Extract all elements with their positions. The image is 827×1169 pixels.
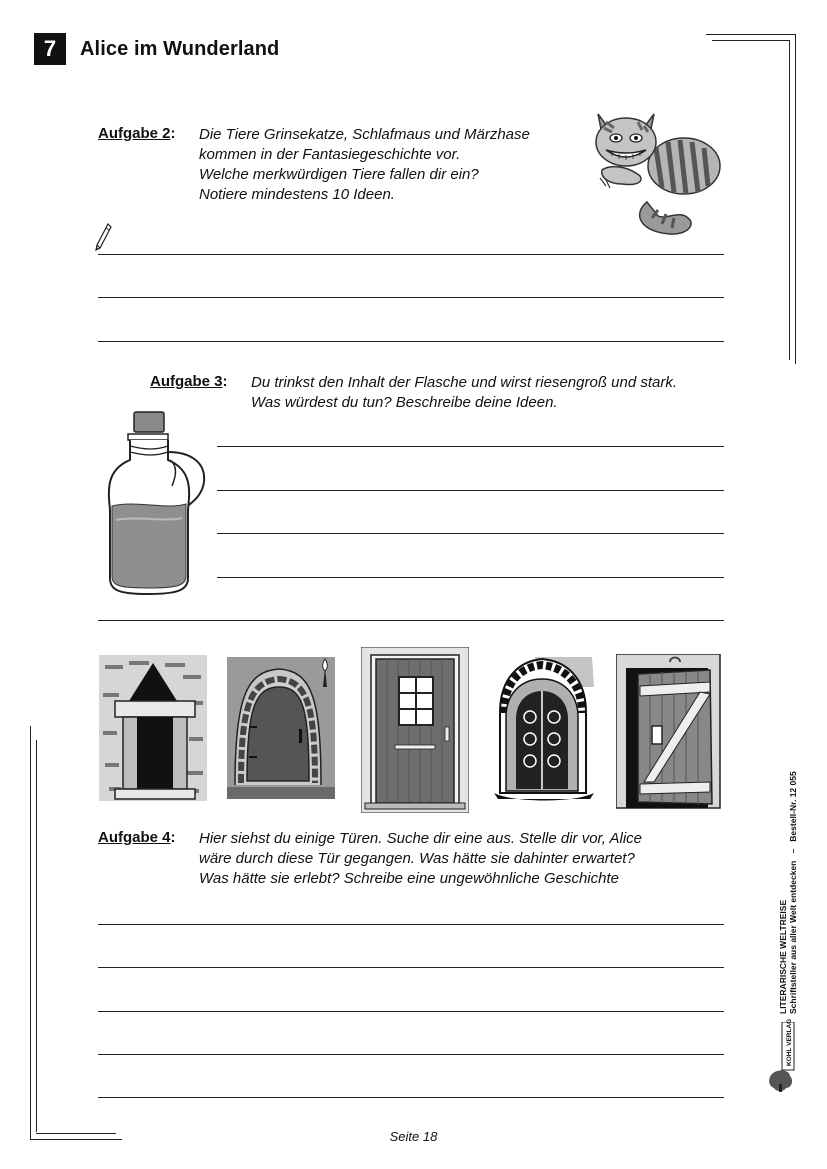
task4-colon: : <box>170 829 176 846</box>
task2-instructions <box>199 125 530 205</box>
task4-heading <box>98 829 176 847</box>
task2-line: Notiere mindestens 10 Ideen. <box>199 186 395 203</box>
writing-line[interactable] <box>98 341 724 342</box>
chapter-number-badge: 7 <box>34 33 66 65</box>
task2-line: kommen in der Fantasiegeschichte vor. <box>199 146 461 163</box>
frame-right-v2 <box>789 40 790 360</box>
door-illustration-wooden-door <box>361 647 469 813</box>
writing-line[interactable] <box>98 1097 724 1098</box>
frame-left-v <box>30 726 31 1140</box>
writing-line[interactable] <box>98 620 724 621</box>
page-number: Seite 18 <box>389 1129 438 1144</box>
writing-line[interactable] <box>217 533 724 534</box>
task3-line: Was würdest du tun? Beschreibe deine Ideen. <box>251 394 558 411</box>
writing-line[interactable] <box>98 297 724 298</box>
writing-line[interactable] <box>98 1054 724 1055</box>
writing-line[interactable] <box>217 490 724 491</box>
page-title: Alice im Wunderland <box>80 38 280 60</box>
task2-line: Die Tiere Grinsekatze, Schlafmaus und Märzhase <box>199 126 530 143</box>
series-title: LITERARISCHE WELTREISE <box>778 899 788 1014</box>
frame-left-v2 <box>36 740 37 1132</box>
cheshire-cat-illustration <box>592 106 724 238</box>
task3-colon: : <box>222 373 228 390</box>
task3-heading <box>150 373 228 391</box>
frame-right-v <box>795 34 796 364</box>
pencil-icon <box>94 222 112 252</box>
frame-top-right-h <box>706 34 796 35</box>
task4-line: wäre durch diese Tür gegangen. Was hätte sie dahinter erwartet? <box>199 850 635 867</box>
task3-instructions <box>251 373 677 413</box>
writing-line[interactable] <box>98 924 724 925</box>
task4-line: Was hätte sie erlebt? Schreibe eine ungewöhnliche Geschichte <box>199 870 619 887</box>
task2-line: Welche merkwürdigen Tiere fallen dir ein? <box>199 166 479 183</box>
door-illustration-barn-door <box>616 654 724 812</box>
door-illustration-arrow-window <box>99 655 207 801</box>
frame-top-right-h2 <box>712 40 790 41</box>
task3-line: Du trinkst den Inhalt der Flasche und wirst riesengroß und stark. <box>251 374 678 391</box>
task2-heading <box>98 125 176 143</box>
writing-line[interactable] <box>217 577 724 578</box>
sidebar-publisher-info <box>778 771 798 1014</box>
task3-label: Aufgabe 3 <box>150 373 223 390</box>
task2-label: Aufgabe 2 <box>98 125 171 142</box>
series-subtitle: Schriftsteller aus aller Welt entdecken <box>788 860 798 1014</box>
bottle-illustration <box>96 410 208 596</box>
writing-line[interactable] <box>98 254 724 255</box>
publisher-name: KOHL VERLAG <box>786 1018 793 1066</box>
writing-line[interactable] <box>98 1011 724 1012</box>
order-number: Bestell-Nr. 12 055 <box>788 771 798 842</box>
series-subtitle-line <box>788 771 798 1014</box>
task2-colon: : <box>170 125 176 142</box>
task4-instructions <box>199 829 642 889</box>
writing-line[interactable] <box>217 446 724 447</box>
door-illustration-stone-arch <box>227 657 335 799</box>
task4-line: Hier siehst du einige Türen. Suche dir eine aus. Stelle dir vor, Alice <box>199 830 643 847</box>
door-illustration-ornate-gate <box>494 653 594 801</box>
writing-line[interactable] <box>98 967 724 968</box>
separator: – <box>788 848 798 854</box>
task4-label: Aufgabe 4 <box>98 829 171 846</box>
